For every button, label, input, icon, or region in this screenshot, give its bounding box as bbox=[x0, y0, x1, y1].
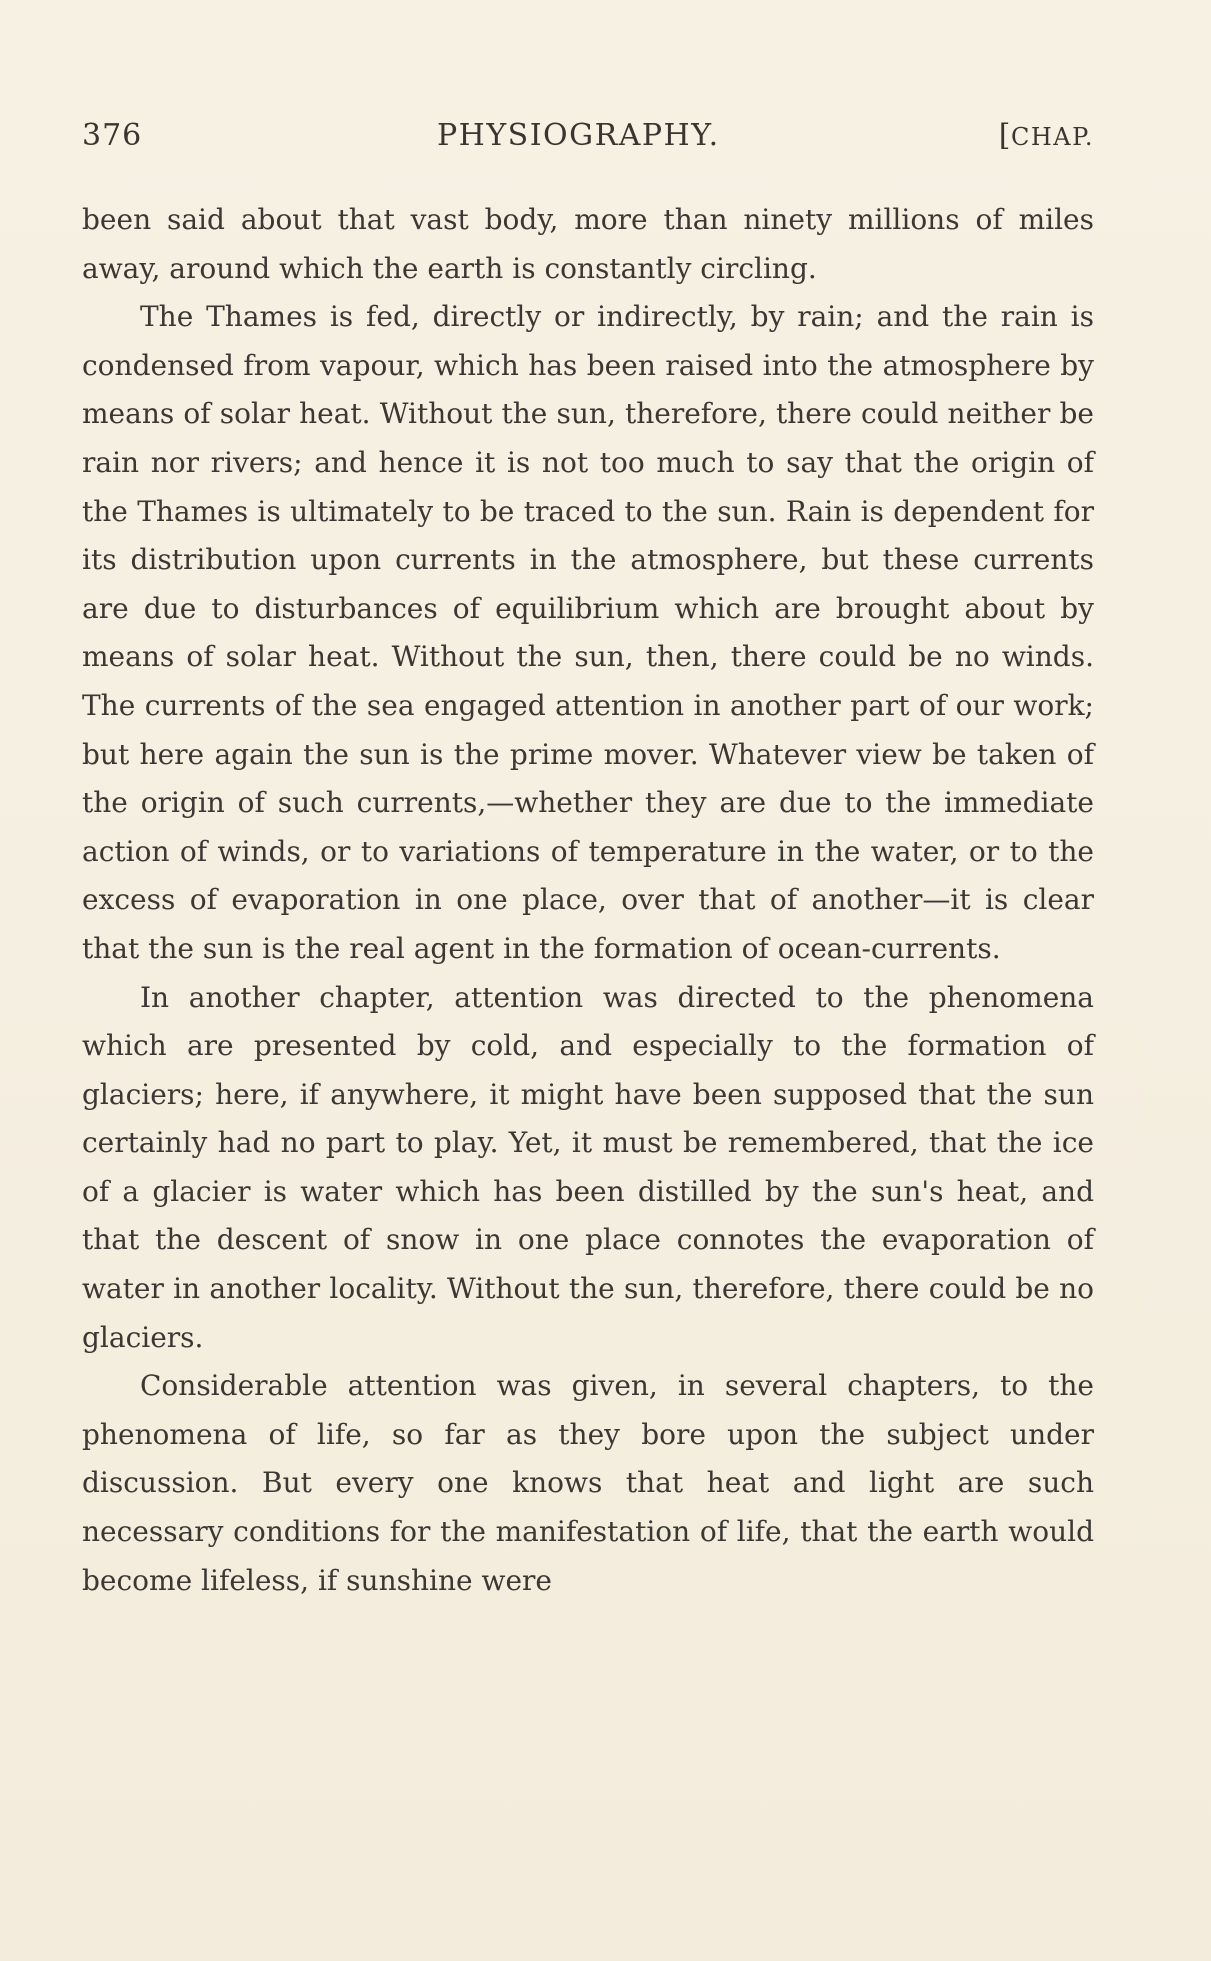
chapter-label: CHAP. bbox=[1010, 123, 1094, 151]
chapter-marker bbox=[999, 118, 1094, 153]
body-text bbox=[82, 196, 1094, 1605]
running-title: PHYSIOGRAPHY. bbox=[437, 118, 720, 153]
page-number: 376 bbox=[82, 118, 143, 153]
paragraph-continued: been said about that vast body, more than ninety millions of miles away, around which the earth is constantly circling. bbox=[82, 203, 1094, 285]
chapter-bracket: [ bbox=[998, 118, 1011, 153]
paragraph-glaciers: In another chapter, attention was directed to the phenomena which are presented by cold, and especially to the formation of glaciers; here, if anywhere, it might have been supposed that the sun certainly had no part to play. Yet, it must be remembered, that the ice of a glacier is water which has been distilled by the sun's heat, and that the descent of snow in one place connotes the evaporation of water in another locality. Without the sun, therefore, there could be no glaciers. bbox=[82, 980, 1094, 1354]
paragraph-thames: The Thames is fed, directly or indirectly, by rain; and the rain is condensed from vapour, which has been raised into the atmosphere by means of solar heat. Without the sun, therefore, there could neither be rain nor rivers; and hence it is not too much to say that the origin of the Thames is ultimately to be traced to the sun. Rain is dependent for its distribution upon currents in the atmosphere, but these currents are due to disturbances of equilibrium which are brought about by means of solar heat. Without the sun, then, there could be no winds. The currents of the sea engaged attention in another part of our work; but here again the sun is the prime mover. Whatever view be taken of the origin of such currents,—whether they are due to the immediate action of winds, or to variations of temperature in the water, or to the excess of evaporation in one place, over that of another—it is clear that the sun is the real agent in the formation of ocean-currents. bbox=[82, 300, 1094, 965]
running-header bbox=[82, 118, 1094, 158]
paragraph-life: Considerable attention was given, in several chapters, to the phenomena of life, so far as they bore upon the subject under discussion. But every one knows that heat and light are such necessary conditions for the manifestation of life, that the earth would become lifeless, if sunshine were bbox=[82, 1369, 1094, 1597]
